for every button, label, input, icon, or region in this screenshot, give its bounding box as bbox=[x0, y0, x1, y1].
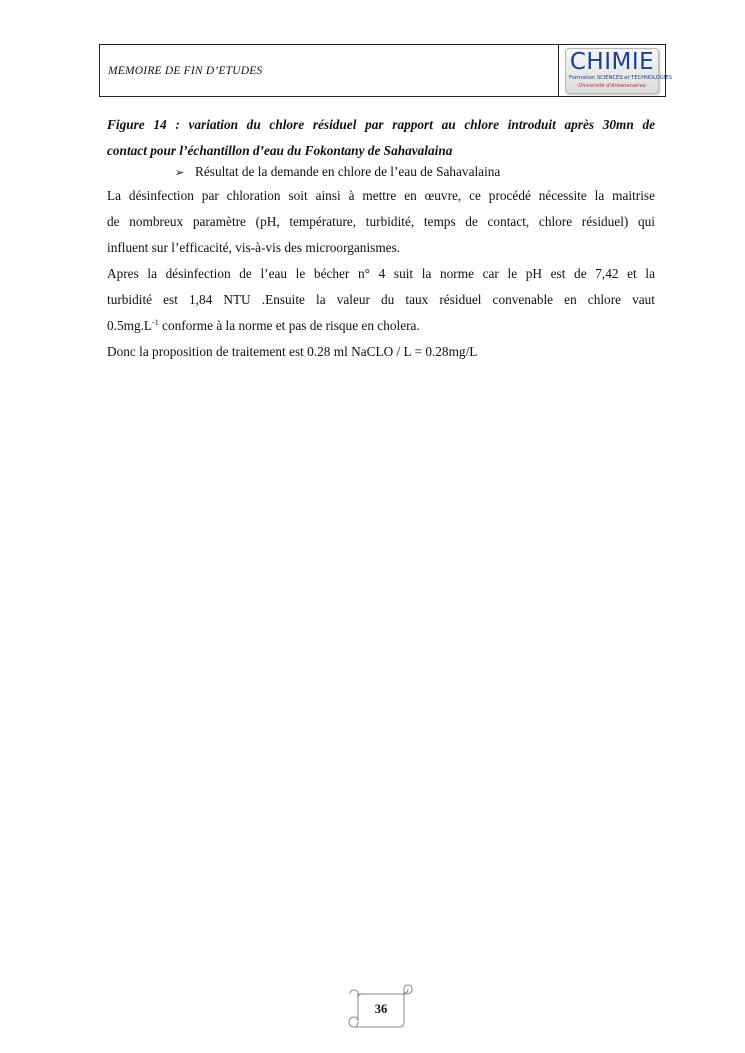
header-logo-cell bbox=[559, 45, 672, 96]
paragraph-line: turbidité est 1,84 NTU .Ensuite la valeur du taux résiduel convenable en chlore vaut bbox=[107, 292, 655, 307]
header-title: MEMOIRE DE FIN D’ETUDES bbox=[108, 64, 263, 77]
logo-subtitle-1: Formation SCIENCES et TECHNOLOGIES bbox=[569, 74, 672, 81]
paragraph-conclusion: Donc la proposition de traitement est 0.28 ml NaCLO / L = 0.28mg/L bbox=[107, 344, 478, 359]
page-header bbox=[99, 44, 672, 97]
page-number-frame bbox=[346, 984, 416, 1032]
figure-caption bbox=[107, 112, 655, 164]
chimie-logo bbox=[565, 48, 672, 94]
paragraph-line: de nombreux paramètre (pH, température, turbidité, temps de contact, chlore résiduel) qui bbox=[107, 214, 655, 229]
paragraph-disinfection bbox=[107, 183, 655, 261]
caption-line-1: Figure 14 : variation du chlore résiduel par rapport au chlore introduit après 30mn de bbox=[107, 117, 655, 132]
page-number: 36 bbox=[374, 1002, 388, 1016]
arrow-bullet-icon: ➢ bbox=[175, 166, 185, 179]
paragraph-line: influent sur l’efficacité, vis-à-vis des microorganismes. bbox=[107, 240, 401, 255]
header-title-cell bbox=[100, 45, 559, 96]
page-content bbox=[107, 112, 655, 365]
unit-exponent: -1 bbox=[152, 318, 159, 327]
conformity-text: conforme à la norme et pas de risque en cholera. bbox=[158, 318, 420, 333]
paragraph-line: Apres la désinfection de l’eau le bécher n° 4 suit la norme car le pH est de 7,42 et la bbox=[107, 266, 655, 281]
concentration-value: 0.5mg.L bbox=[107, 318, 153, 333]
paragraph-results bbox=[107, 261, 655, 339]
section-bullet bbox=[107, 162, 655, 183]
paragraph-line bbox=[107, 313, 655, 339]
paragraph-line: La désinfection par chloration soit ainsi à mettre en œuvre, ce procédé nécessite la maitrise bbox=[107, 188, 655, 203]
logo-main-text: CHIMIE bbox=[569, 48, 655, 75]
bullet-text: Résultat de la demande en chlore de l’eau de Sahavalaina bbox=[195, 164, 501, 179]
caption-line-2: contact pour l’échantillon d’eau du Fokontany de Sahavalaina bbox=[107, 143, 453, 158]
logo-subtitle-2: Université d'Antananarivo bbox=[578, 82, 646, 89]
